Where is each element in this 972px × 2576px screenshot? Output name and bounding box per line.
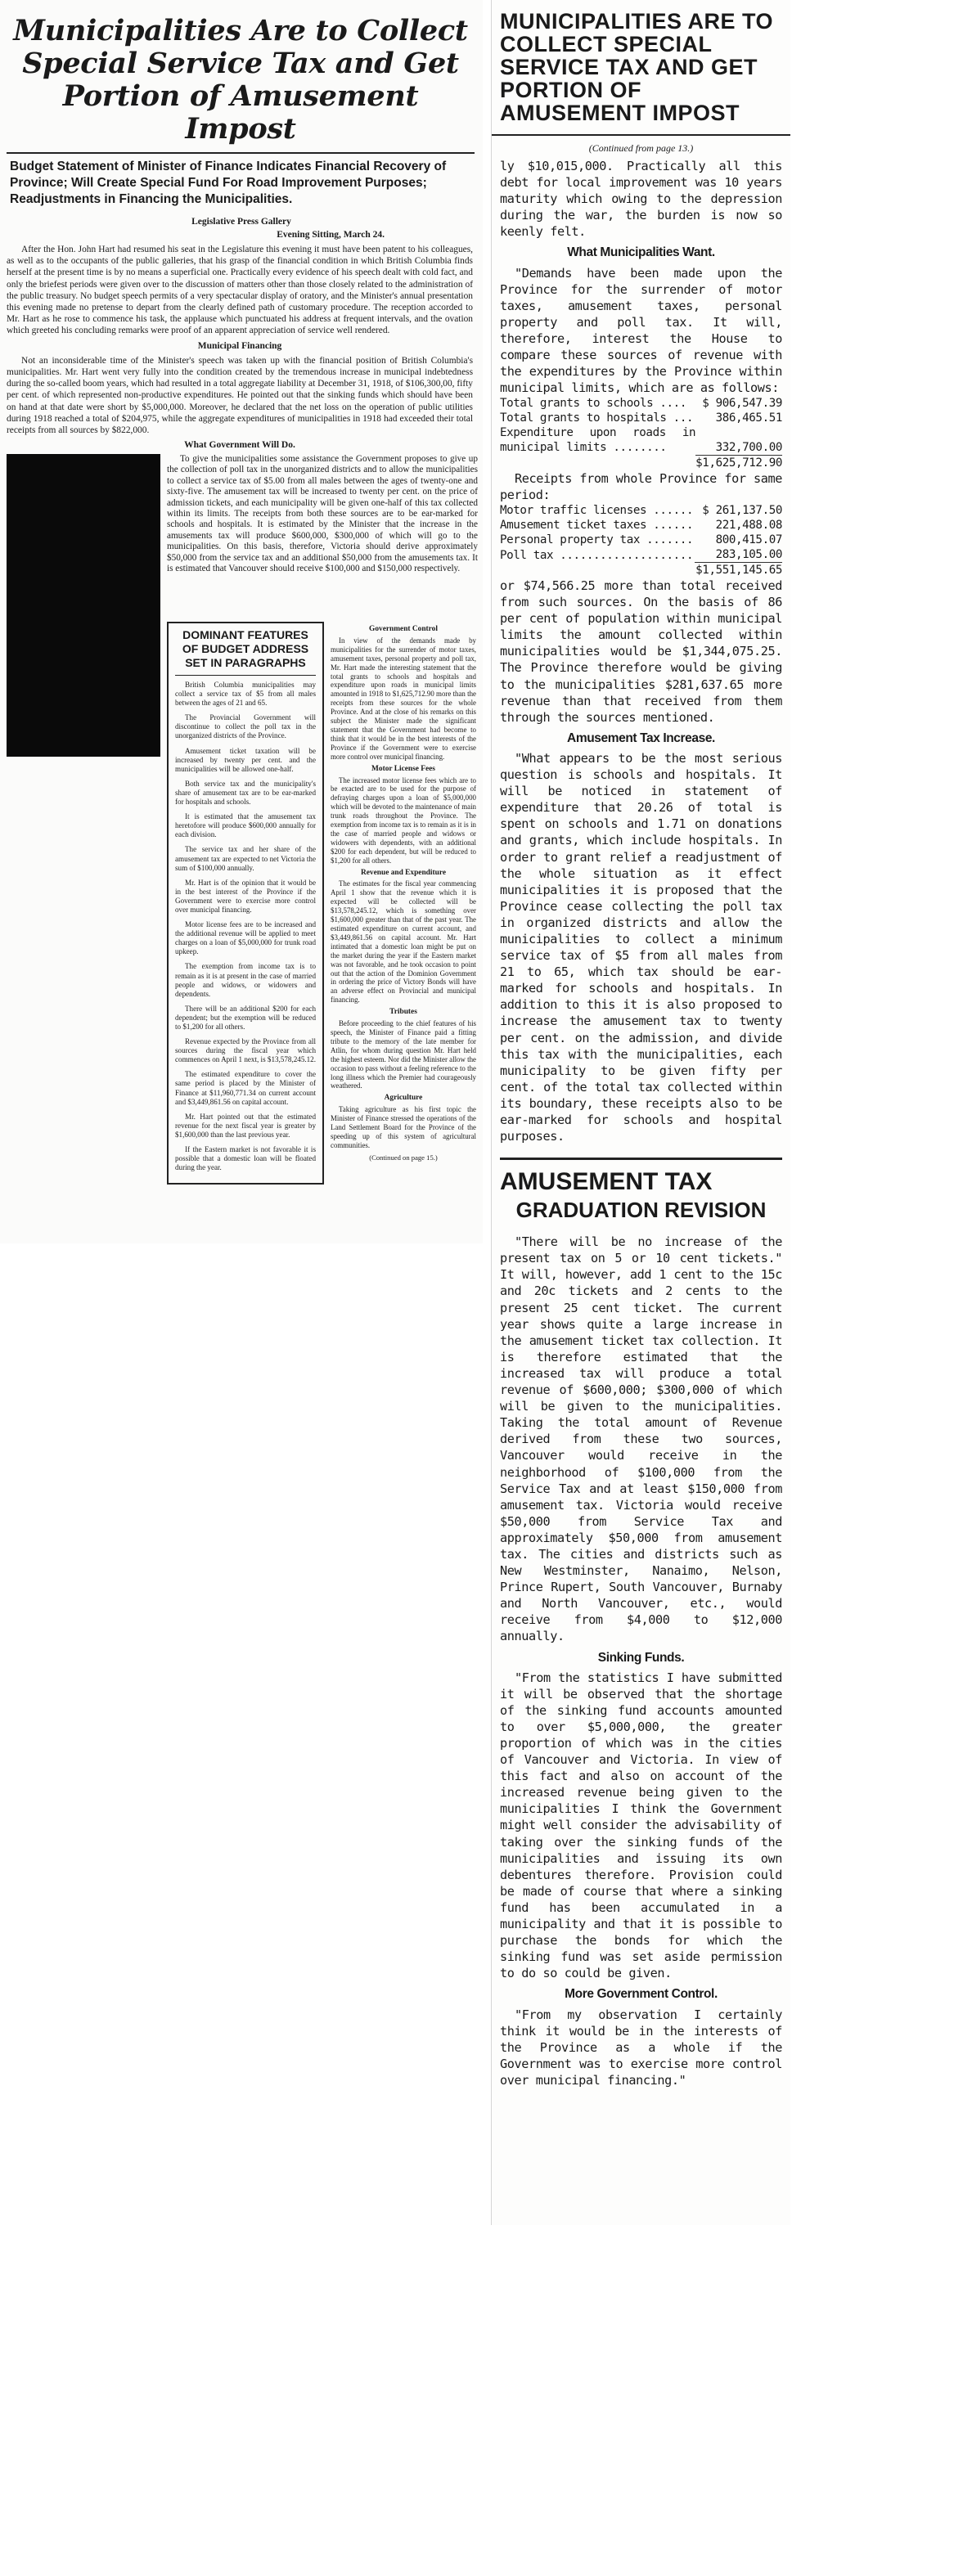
expenditure-table [500, 396, 782, 470]
paragraph-revenue: The estimates for the fiscal year commencing April 1 show that the revenue which it is expected will be collected will be $13,578,245.12, which is something over $1,600,000 greater than that of the past year. The estimated expenditure on current account, and $3,449,861.56 on capital account. Mr. Hart intimated that a domestic loan might be put on the market during the year if the Eastern market was not favorable, and he took occasion to point out that the action of the Dominion Government in ordering the price of Victory Bonds will have an adverse effect on Provincial and municipal financing. [331, 879, 476, 1005]
total-value: $1,625,712.90 [695, 456, 782, 470]
paragraph-amusement-increase: "What appears to be the most serious question is schools and hospitals. It will be noticed in statement of expenditure that 20.26 of total is spent on schools and 1.71 on donations and grants, which include hospitals. In order to grant relief a readjustment of the whole situation as it effect municipalities it is proposed that the Province cease collecting the poll tax in organized districts and allow the municipalities to collect a minimum service tax of $5 from all males from 21 to 65, which tax should be ear-marked for schools and hospitals. In addition to this it is also proposed to increase the amusement tax to twenty per cent. on the admission, and divide this tax with the municipalities, each municipality to be given fifty per cent. of the total tax collected within its boundary, these receipts also to be ear-marked for schools and hospital purposes. [500, 750, 782, 1144]
paragraph-receipts: Receipts from whole Province for same period: [500, 470, 782, 502]
feature-item: Amusement ticket taxation will be increased by twenty per cent. and the municipalities will be allowed one-half. [175, 746, 316, 773]
row-label: Poll tax .................... [500, 548, 694, 562]
feature-item: The exemption from income tax is to remain as it is at present in the case of married people and widows, or widowers and dependents. [175, 962, 316, 998]
table-row [500, 425, 782, 455]
table-row [500, 547, 782, 563]
table-row [500, 396, 782, 411]
feature-item: Revenue expected by the Province from all sources during the fiscal year which commences on April 1 next, is $13,578,245.12. [175, 1037, 317, 1064]
continued-from-note: (Continued from page 13.) [492, 134, 790, 155]
paragraph-motor-license: The increased motor license fees which are to be exacted are to be used for the purpose of defraying charges upon a loan of $5,000,000 which will be devoted to the maintenance of main trunk roads throughout the Province. The exemption from income tax is to remain as it is in the case of married people and widows or widowers with dependents, with an additional $200 for each dependent, but will be reduced to $1,200 for all others. [331, 775, 476, 865]
feature-item: The estimated expenditure to cover the same period is placed by the Minister of Finance at $11,960,771.34 on current account and $3,449,861.56 on capital account. [175, 1070, 316, 1106]
section-head-government-will-do: What Government Will Do. [184, 440, 295, 451]
row-value: 800,415.07 [715, 533, 782, 546]
photo-placeholder [7, 454, 160, 757]
paragraph-graduation: "There will be no increase of the present tax on 5 or 10 cent tickets." It will, however, add 1 cent to the 15c and 20c tickets and 2 cents to the present 25 cent ticket. The current year shows quite a large increase in the amusement ticket tax collection. It is therefore estimated that the increased tax will produce a total revenue of $600,000; $300,000 of which will be given to the municipalities. Taking the total amount of Revenue derived from these two sources, Vancouver would receive in the neighborhood of $100,000 from the Service Tax and at least $150,000 from amusement tax. Victoria would receive $50,000 from Service Tax and approximately $50,000 from amusement tax. The cities and districts such as New Westminster, Nanaimo, Nelson, Prince Rupert, South Vancouver, Burnaby and North Vancouver, etc., would receive from $4,000 to $12,000 annually. [500, 1234, 782, 1644]
row-label: Motor traffic licenses ...... [500, 504, 694, 517]
row-label: Total grants to hospitals ... [500, 411, 694, 425]
amusement-tax-headline [500, 1158, 782, 1224]
continuation-column [491, 0, 790, 2225]
continuation-body-2 [500, 1234, 782, 2088]
feature-item: Both service tax and the municipality's share of amusement tax are to be ear-marked for hospitals and schools. [175, 779, 316, 807]
continued-note: (Continued on page 15.) [369, 1153, 438, 1162]
row-value: $ 906,547.39 [702, 397, 782, 411]
row-value: $ 261,137.50 [702, 504, 782, 517]
feature-item: Motor license fees are to be increased and the additional revenue will be applied to meet charges on a loan of $5,000,000 for trunk road upkeep. [175, 920, 316, 956]
table-row [500, 411, 782, 425]
paragraph-government-proposal: To give the municipalities some assistance the Government proposes to give up the collection of poll tax in the unorganized districts and to allow the municipalities to collect a service tax of $5.00 from all males between the ages of twenty-one and sixty-five. The amusement tax will be increased to twenty per cent. on the price of admission tickets, and each municipality will be given one-half of this tax collected within its limits. The receipts from both these sources are to be ear-marked for schools and hospitals. It is estimated by the Minister that the increase in the amusements tax will produce $600,000, $300,000 of which will go to the municipalities. On this basis, therefore, Victoria should derive approximately $50,000 from the service tax and an additional $50,000 from the amusements tax. It is estimated that Vancouver should receive $100,000 and $150,000 respectively. [167, 454, 478, 574]
article-headline: Municipalities Are to Collect Special Service Tax and Get Portion of Amusement Impost [7, 15, 475, 154]
paragraph-municipal-financing: Not an inconsiderable time of the Minister's speech was taken up with the financial position of British Columbia's municipalities. Mr. Hart went very fully into the condition created by the tremendous increase in municipal indebtedness during the so-called boom years, which had resulted in a total aggregate liability at December 31, 1918, of $106,300,00, fifty per cent. of which represented non-productive expenditures. He pointed out that the sinking funds which should have been on hand at that date were short by $5,000,000. Moreover, he declared that the net loss on the operation of public utilities during 1918 reached a total of $204,975, while the aggregate expenditures of municipalities in 1918 had exceeded their total receipts from all sources by $822,000. [7, 355, 473, 436]
paragraph-comparison: or $74,566.25 more than total received from such sources. On the basis of 86 per cent of population within municipal limits the amount collected within municipalities would be $1,344,075.25. The Province therefore would be giving to the municipalities $281,637.65 more revenue than that received from them through the sources mentioned. [500, 578, 782, 725]
continuation-headline: MUNICIPALITIES ARE TO COLLECT SPECIAL SERVICE TAX AND GET PORTION OF AMUSEMENT IMPOST [500, 9, 774, 125]
table-total-row [500, 563, 782, 578]
section-head-amusement-tax-increase: Amusement Tax Increase. [567, 731, 715, 745]
section-head-tributes: Tributes [389, 1008, 417, 1017]
row-value: 283,105.00 [715, 548, 782, 561]
table-row [500, 533, 782, 547]
table-total-row [500, 455, 782, 470]
amusement-tax-headline-line1: AMUSEMENT TAX [500, 1168, 713, 1196]
feature-item: It is estimated that the amusement tax heretofore will produce $600,000 annually for each division. [175, 812, 316, 839]
paragraph-agriculture: Taking agriculture as his first topic the Minister of Finance stressed the operations of the Land Settlement Board for the Province of the speeding up of this system of agricultural communities. [331, 1105, 476, 1149]
dateline-sitting: Evening Sitting, March 24. [277, 230, 385, 240]
front-page-article [0, 0, 483, 1243]
paragraph-demands: "Demands have been made upon the Province for the surrender of motor taxes, amusement taxes, personal property and poll tax. It will, therefore, interest the House to compare these sources of revenue with the expenditures by the Province within municipal limits, which are as follows: [500, 265, 782, 396]
feature-item: If the Eastern market is not favorable it is possible that a domestic loan will be floated during the year. [175, 1145, 316, 1172]
continuation-body [500, 158, 782, 1144]
paragraph-debt: ly $10,015,000. Practically all this debt for local improvement was 10 years maturity which owing to the depression during the war, the burden is now so keenly felt. [500, 159, 782, 240]
row-value: 332,700.00 [715, 440, 782, 454]
section-head-revenue: Revenue and Expenditure [360, 868, 446, 877]
section-head-municipalities-want: What Municipalities Want. [567, 245, 715, 260]
row-value: 386,465.51 [715, 411, 782, 425]
paragraph-more-control: "From my observation I certainly think it would be in the interests of the Province as a whole if the Government was to exercise more control over municipal financing." [500, 2007, 782, 2088]
paragraph-government-proposal-block [167, 454, 478, 574]
section-head-agriculture: Agriculture [384, 1094, 423, 1103]
feature-item: The Provincial Government will discontinue to collect the poll tax in the unorganized districts of the Province. [175, 713, 316, 740]
feature-item: The service tax and her share of the amusement tax are expected to net Victoria the sum of $100,000 annually. [175, 845, 316, 872]
row-label: Expenditure upon roads in municipal limits ........ [500, 426, 696, 455]
row-label: Total grants to schools .... [500, 397, 686, 411]
article-body [7, 244, 473, 451]
feature-item: Mr. Hart pointed out that the estimated revenue for the next fiscal year is greater by $1,600,000 than the last previous year. [175, 1112, 316, 1139]
row-label: Amusement ticket taxes ...... [500, 519, 694, 532]
dominant-features-box [167, 622, 324, 1185]
section-head-government-control: Government Control [369, 625, 438, 633]
paragraph-government-control: In view of the demands made by municipalities for the surrender of motor taxes, amusement taxes, personal property and poll tax, Mr. Hart made the interesting statement that the total grants to schools and hospitals and expenditure upon roads in municipal limits amounted in 1918 to $1,625,712.90 more than the receipts from these sources for the whole Province. And at the close of his remarks on this subject the Minister made the significant statement that the Government had become to think that it would be in the best interests of the Province if the Government were to exercise more control over municipal financing. [331, 636, 476, 761]
features-title: DOMINANT FEATURES OF BUDGET ADDRESS SET IN PARAGRAPHS [175, 628, 316, 676]
feature-item: There will be an additional $200 for each dependent; but the exemption will be reduced to $1,200 for all others. [175, 1004, 316, 1031]
paragraph-tributes: Before proceeding to the chief features of his speech, the Minister of Finance paid a fitting tribute to the memory of the late member for Atlin, for whom during question Mr. Hart held the highest esteem. Nor did the Minister allow the occasion to pass without a feeling reference to the long illness which the Premier had courageously weathered. [331, 1019, 476, 1090]
feature-item: British Columbia municipalities may collect a service tax of $5 from all males between the ages of 21 and 65. [175, 681, 316, 708]
section-head-sinking-funds: Sinking Funds. [597, 1650, 685, 1665]
table-row [500, 518, 782, 533]
row-label: Personal property tax ....... [500, 533, 694, 546]
section-head-motor-license: Motor License Fees [371, 764, 435, 773]
article-subheadline: Budget Statement of Minister of Finance Indicates Financial Recovery of Province; Will Create Special Fund For Road Improvement Purposes; Readjustments in Financing the Municipalities. [10, 160, 447, 206]
section-head-more-control: More Government Control. [565, 1987, 718, 2002]
total-value: $1,551,145.65 [695, 564, 782, 577]
amusement-tax-headline-line2: GRADUATION REVISION [515, 1198, 767, 1223]
row-value: 221,488.08 [715, 519, 782, 532]
receipts-table [500, 503, 782, 578]
section-head-municipal-financing: Municipal Financing [197, 340, 282, 351]
table-row [500, 503, 782, 518]
feature-item: Mr. Hart is of the opinion that it would be in the best interest of the Province if the Government were to exercise more control over municipal financing. [175, 878, 316, 914]
paragraph-sinking-funds: "From the statistics I have submitted it will be observed that the shortage of the sinking fund accounts amounted to over $5,000,000, the greater proportion of which was in the cities of Vancouver and Victoria. In view of this fact and also on account of the increased revenue being given to the municipalities I think the Government might well consider the advisability of taking over the sinking funds of the municipalities and issuing its own debentures therefore. Provision could be made of course that where a sinking fund has been accumulated in a municipality and that it is possible to purchase the bonds for which the sinking fund was set aside permission to do so could be given. [500, 1670, 782, 1981]
paragraph-intro: After the Hon. John Hart had resumed his seat in the Legislature this evening it must have been patent to his colleagues, as well as to the occupants of the public galleries, that his grasp of the financial condition in which British Columbia finds herself at the present time is by no means a superficial one. Practically every evidence of his speech dealt with cold fact, and only the briefest periods were given over to the discussion of matters other than those closely related to the administration of the public treasury. No budget speech permits of a very spectacular display of oratory, and the Minister's annual presentation this evening made no pretense to depart from the clearly defined path of customary procedure. The reception accorded to Mr. Hart as he rose to commence his task, the applause which punctuated his address at frequent intervals, and the ovation which greeted his concluding remarks were proof of an apparent appreciation of service well rendered. [7, 245, 473, 336]
dateline-gallery: Legislative Press Gallery [191, 217, 291, 227]
narrow-column [331, 622, 476, 1162]
